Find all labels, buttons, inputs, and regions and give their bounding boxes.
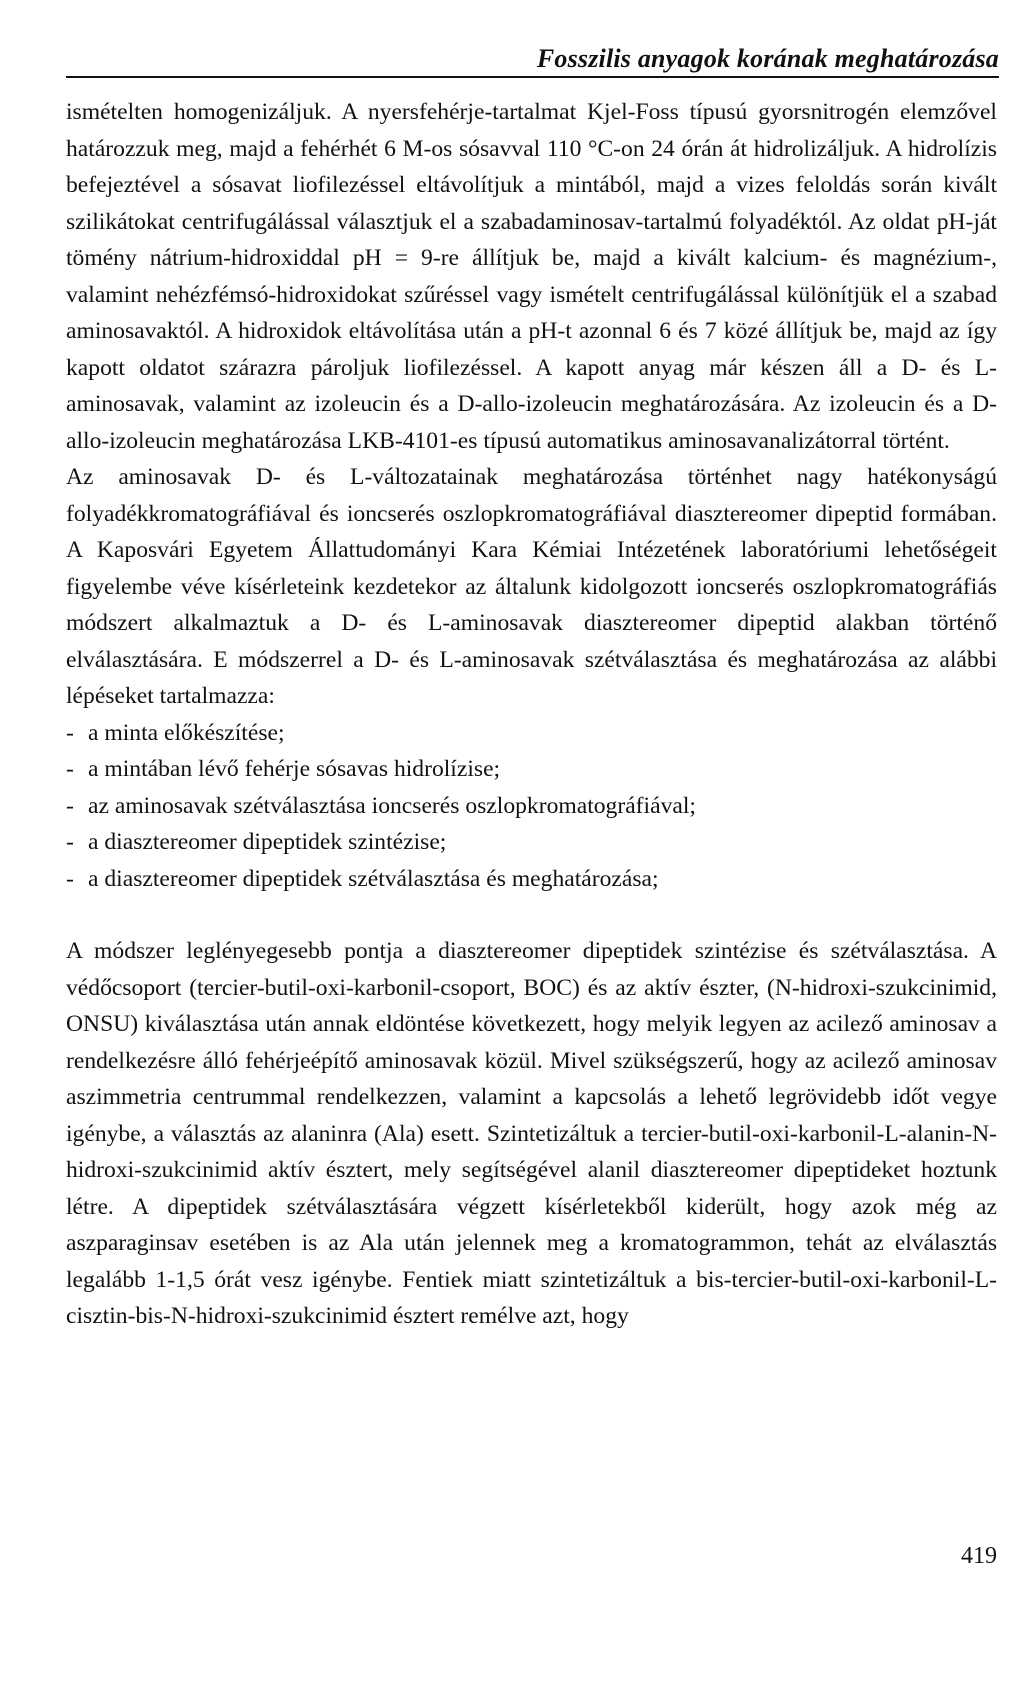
list-item-text: a minta előkészítése;	[88, 719, 285, 746]
list-item-text: az aminosavak szétválasztása ioncserés oszlopkromatográfiával;	[88, 792, 696, 819]
list-item-text: a diasztereomer dipeptidek szétválasztása és meghatározása;	[88, 865, 659, 892]
list-dash: -	[66, 865, 74, 892]
paragraph-gap	[66, 897, 997, 933]
paragraph-diastereomer-synthesis: A módszer leglényegesebb pontja a diasztereomer dipeptidek szintézise és szétválasztása. A védőcsoport (tercier-butil-oxi-karbonil-csoport, BOC) és az aktív észter, (N-hidroxi-szukcinimid, ONSU) kiválasztása után annak eldöntése következett, hogy melyik legyen az acilező aminosav a rendelkezésre álló fehérjeépítő aminosavak közül. Mivel szükségszerű, hogy az acilező aminosav aszimmetria centrummal rendelkezzen, valamint a kapcsolás a lehető legrövidebb időt vegye igénybe, a választás az alaninra (Ala) esett. Szintetizáltuk a tercier-butil-oxi-karbonil-L-alanin-N-hidroxi-szukcinimid aktív észtert, mely segítségével alanil diasztereomer dipeptideket hoztunk létre. A dipeptidek szétválasztására végzett kísérletekből kiderült, hogy azok még az aszparaginsav esetében is az Ala után jelennek meg a kromatogrammon, tehát az elválasztás legalább 1-1,5 órát vesz igénybe. Fentiek miatt szintetizáltuk a bis-tercier-butil-oxi-karbonil-L-cisztin-bis-N-hidroxi-szukcinimid észtert remélve azt, hogy	[66, 938, 997, 1329]
list-item	[66, 751, 997, 788]
list-item	[66, 788, 997, 825]
page-number: 419	[961, 1543, 997, 1569]
page-body	[66, 94, 997, 1335]
list-dash: -	[66, 792, 74, 819]
list-dash: -	[66, 829, 74, 855]
paragraph-amino-acid-methods: Az aminosavak D- és L-változatainak meghatározása történhet nagy hatékonyságú folyadékkromatográfiával és ioncserés oszlopkromatográfiával diasztereomer dipeptid formában. A Kaposvári Egyetem Állattudományi Kara Kémiai Intézetének laboratóriumi lehetőségeit figyelembe véve kísérleteink kezdetekor az általunk kidolgozott ioncserés oszlopkromatográfiás módszert alkalmaztuk a D- és L-aminosavak diasztereomer dipeptid alakban történő elválasztására. E módszerrel a D- és L-aminosavak szétválasztása és meghatározása az alábbi lépéseket tartalmazza:	[66, 464, 997, 709]
list-item	[66, 861, 997, 898]
list-item-text: a diasztereomer dipeptidek szintézise;	[88, 829, 447, 855]
running-title: Fosszilis anyagok korának meghatározása	[536, 44, 999, 73]
method-steps-list	[66, 715, 997, 898]
running-header	[66, 42, 999, 78]
list-dash: -	[66, 719, 74, 746]
list-item-text: a mintában lévő fehérje sósavas hidrolízise;	[88, 756, 501, 782]
paragraph-hydrolysis: ismételten homogenizáljuk. A nyersfehérje-tartalmat Kjel-Foss típusú gyorsnitrogén elemzővel határozzuk meg, majd a fehérhét 6 M-os sósavval 110 °C-on 24 órán át hidrolizáljuk. A hidrolízis befejeztével a sósavat liofilezéssel eltávolítjuk a mintából, majd a vizes feloldás során kivált szilikátokat centrifugálással választjuk el a szabadaminosav-tartalmú folyadéktól. Az oldat pH-ját tömény nátrium-hidroxiddal pH = 9-re állítjuk be, majd a kivált kalcium- és magnézium-, valamint nehézfémsó-hidroxidokat szűréssel vagy ismételt centrifugálással különítjük el a szabad aminosavaktól. A hidroxidok eltávolítása után a pH-t azonnal 6 és 7 közé állítjuk be, majd az így kapott oldatot szárazra pároljuk liofilezéssel. A kapott anyag már készen áll a D- és L-aminosavak, valamint az izoleucin és a D-allo-izoleucin meghatározására. Az izoleucin és a D-allo-izoleucin meghatározása LKB-4101-es típusú automatikus aminosavanalizátorral történt.	[66, 99, 997, 454]
list-item	[66, 824, 997, 861]
list-dash: -	[66, 756, 74, 782]
list-item	[66, 715, 997, 752]
